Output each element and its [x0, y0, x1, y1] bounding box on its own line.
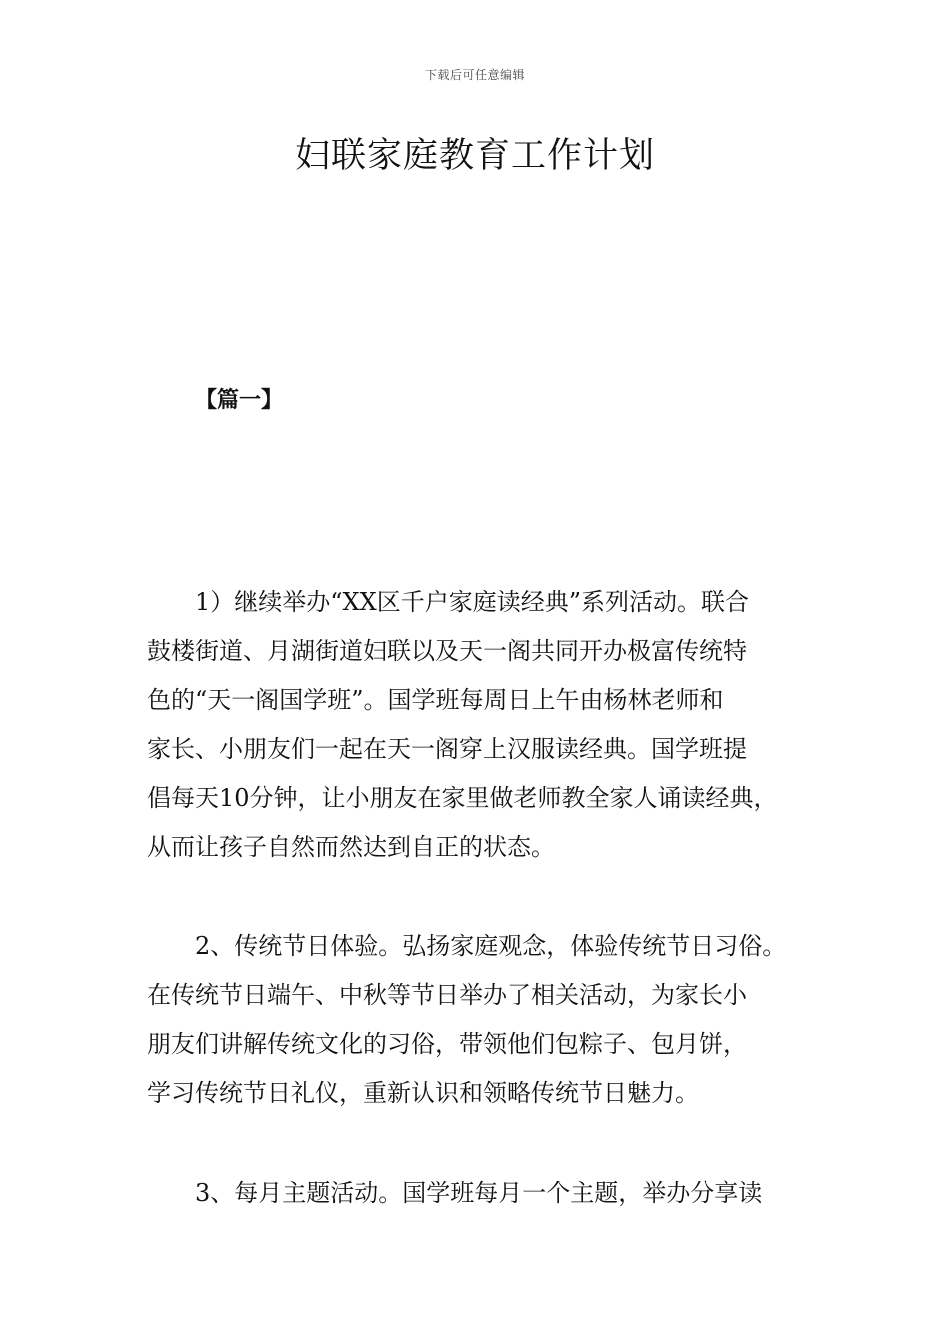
header-note: 下载后可任意编辑	[424, 68, 525, 82]
document-title: 妇联家庭教育工作计划	[294, 136, 655, 176]
paragraph-line: 色的“天一阁国学班”。国学班每周日上午由杨林老师和	[147, 686, 724, 714]
paragraph-line: 从而让孩子自然而然达到自正的状态。	[147, 833, 555, 861]
paragraph-line: 家长、小朋友们一起在天一阁穿上汉服读经典。国学班提	[147, 735, 747, 763]
paragraph-line: 倡每天10分钟，让小朋友在家里做老师教全家人诵读经典，	[147, 784, 778, 812]
paragraph-3	[147, 1169, 837, 1218]
paragraph-line: 鼓楼街道、月湖街道妇联以及天一阁共同开办极富传统特	[147, 637, 747, 665]
paragraph-2	[147, 922, 837, 1118]
paragraph-1	[147, 578, 837, 872]
section-label: 【篇一】	[195, 387, 284, 413]
paragraph-line: 学习传统节日礼仪，重新认识和领略传统节日魅力。	[147, 1079, 699, 1107]
paragraph-line: 在传统节日端午、中秋等节日举办了相关活动，为家长小	[147, 981, 747, 1009]
paragraph-line: 2、传统节日体验。弘扬家庭观念，体验传统节日习俗。	[195, 932, 787, 960]
paragraph-line: 1）继续举办“XX区千户家庭读经典”系列活动。联合	[195, 588, 749, 616]
paragraph-line: 朋友们讲解传统文化的习俗，带领他们包粽子、包月饼，	[147, 1030, 747, 1058]
paragraph-line: 3、每月主题活动。国学班每月一个主题，举办分享读	[195, 1179, 763, 1207]
